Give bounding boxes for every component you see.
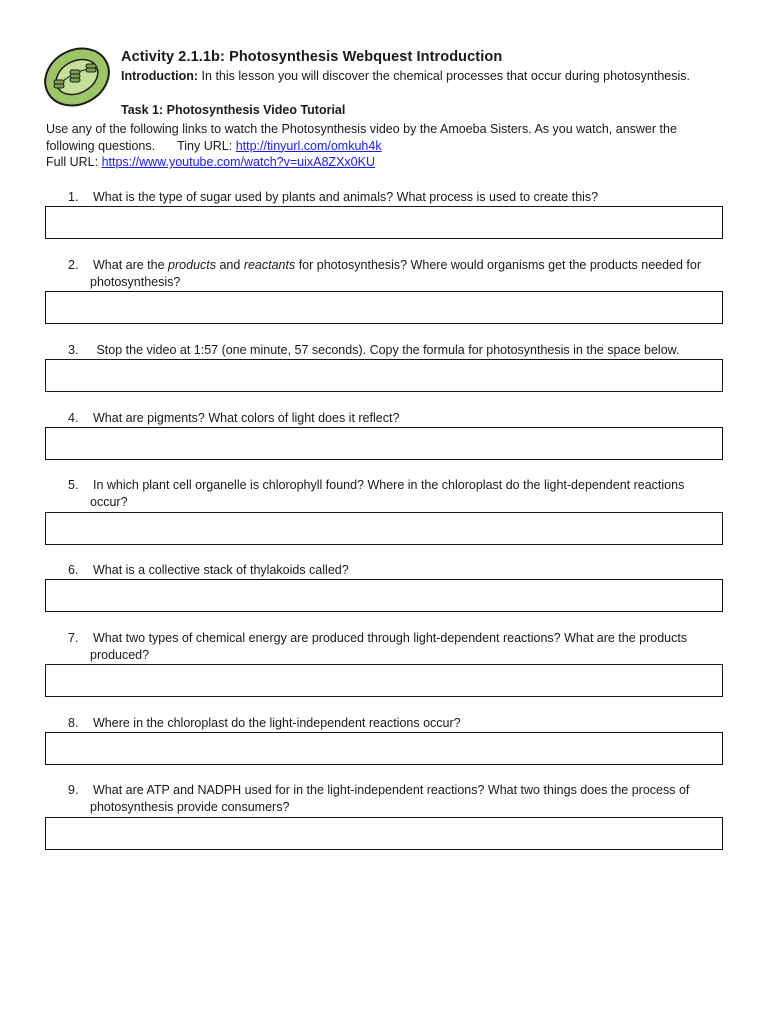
answer-box-9[interactable] [45,817,723,850]
tiny-url-label: Tiny URL: [177,138,236,153]
instructions-line-3 [46,154,726,171]
question-number: 4. [68,411,79,425]
tiny-url-link[interactable]: http://tinyurl.com/omkuh4k [235,138,382,153]
question-number: 9. [68,783,79,797]
question-text: What is a collective stack of thylakoids called? [93,563,349,577]
answer-box-6[interactable] [45,579,723,612]
question-text: In which plant cell organelle is chlorophyll found? Where in the chloroplast do the light-dependent reactions [93,478,685,492]
question-text: What two types of chemical energy are produced through light-dependent reactions? What are the products [93,631,688,645]
question-2: 2. What are the products and reactants for photosynthesis? Where would organisms get the products needed for photosynthesis? [68,258,702,289]
products-term: products [168,258,216,272]
instructions-line-2: following questions. Tiny URL: http://tinyurl.com/omkuh4k [46,138,382,153]
question-1 [68,189,728,206]
question-number: 1. [68,190,79,204]
chloroplast-icon [40,44,114,110]
introduction [121,69,690,83]
question-3 [68,342,728,359]
question-number: 5. [68,478,79,492]
introduction-label: Introduction: [121,69,199,83]
instructions-line-1: Use any of the following links to watch the Photosynthesis video by the Amoeba Sisters. As you watch, answer the [46,122,677,136]
full-url-link[interactable]: https://www.youtube.com/watch?v=uixA8ZXx0KU [101,155,375,169]
question-number: 8. [68,716,79,730]
question-text: Stop the video at 1:57 (one minute, 57 seconds). Copy the formula for photosynthesis in the space below. [93,343,680,357]
question-4 [68,410,728,427]
question-number: 3. [68,343,79,357]
answer-box-1[interactable] [45,206,723,239]
answer-box-3[interactable] [45,359,723,392]
answer-box-8[interactable] [45,732,723,765]
question-number: 7. [68,631,79,645]
task-instructions [46,121,726,171]
page-title: Activity 2.1.1b: Photosynthesis Webquest Introduction [121,49,503,65]
introduction-text: In this lesson you will discover the chemical processes that occur during photosynthesis. [198,69,690,83]
full-url-label: Full URL: [46,155,102,169]
answer-box-2[interactable] [45,291,723,324]
question-5: 5. In which plant cell organelle is chlorophyll found? Where in the chloroplast do the light-dependent reactions occur? [68,478,685,509]
question-8 [68,715,728,732]
question-text: What are ATP and NADPH used for in the light-independent reactions? What two things does the process of [93,783,690,797]
task-heading: Task 1: Photosynthesis Video Tutorial [121,103,346,117]
question-text: What are pigments? What colors of light does it reflect? [93,411,400,425]
question-text: Where in the chloroplast do the light-independent reactions occur? [93,716,461,730]
answer-box-4[interactable] [45,427,723,460]
question-number: 6. [68,563,79,577]
question-number: 2. [68,258,79,272]
answer-box-7[interactable] [45,664,723,697]
question-9: 9. What are ATP and NADPH used for in the light-independent reactions? What two things does the process of photosynthesis provide consumers? [68,783,690,814]
reactants-term: reactants [243,258,296,272]
answer-box-5[interactable] [45,512,723,545]
question-6 [68,562,728,579]
question-text: What is the type of sugar used by plants and animals? What process is used to create this? [93,190,599,204]
question-7: 7. What two types of chemical energy are produced through light-dependent reactions? What are the products produced? [68,631,688,662]
